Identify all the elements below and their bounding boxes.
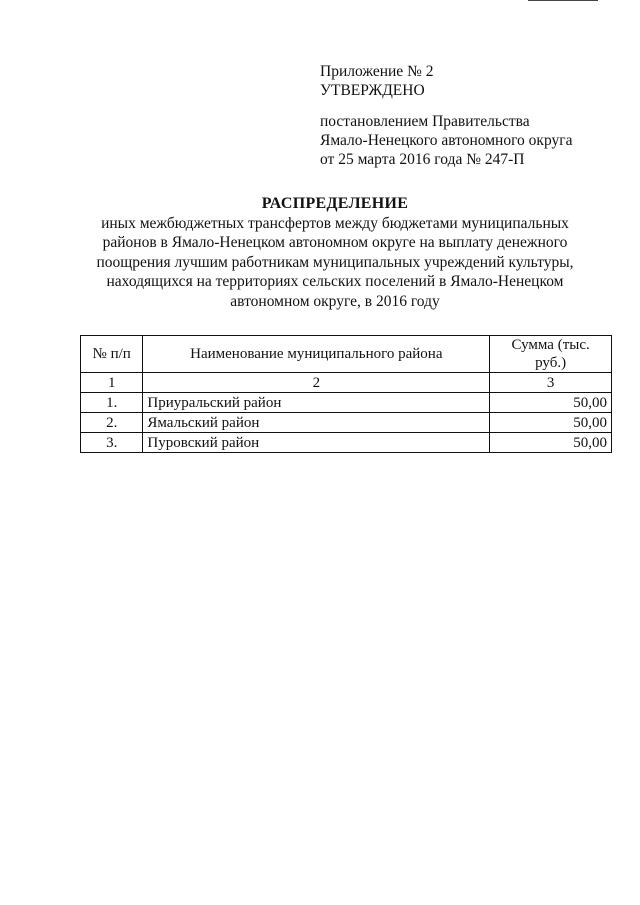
district-name: Ямальский район [143, 413, 490, 433]
district-sum: 50,00 [490, 413, 612, 433]
distribution-table [80, 335, 612, 453]
appendix-number: Приложение № 2 [320, 63, 434, 80]
row-number: 1. [81, 393, 143, 413]
title-line-5: автономном округе, в 2016 году [230, 292, 440, 310]
decree-line-2: Ямало-Ненецкого автономного округа [320, 132, 573, 149]
header-sum: Сумма (тыс. руб.) [490, 336, 612, 373]
table-row [81, 433, 612, 453]
table-row [81, 413, 612, 433]
district-name: Приуральский район [143, 393, 490, 413]
header-district-name: Наименование муниципального района [143, 336, 490, 373]
district-name: Пуровский район [143, 433, 490, 453]
scan-edge-mark [528, 0, 598, 1]
approved-label: УТВЕРЖДЕНО [320, 82, 425, 99]
column-number-2: 2 [143, 373, 490, 393]
district-sum: 50,00 [490, 433, 612, 453]
row-number: 3. [81, 433, 143, 453]
title-line-2: районов в Ямало-Ненецком автономном округе на выплату денежного [102, 234, 568, 252]
title-line-4: находящихся на территориях сельских поселений в Ямало-Ненецком [106, 273, 564, 291]
title-line-1: иных межбюджетных трансфертов между бюджетами муниципальных [101, 214, 569, 232]
decree-line-3: от 25 марта 2016 года № 247-П [320, 151, 525, 168]
table-header-row [81, 336, 612, 373]
title-heading: РАСПРЕДЕЛЕНИЕ [261, 195, 409, 212]
decree-line-1: постановлением Правительства [320, 113, 530, 130]
table-row [81, 393, 612, 413]
approval-block [320, 62, 620, 169]
header-number: № п/п [81, 336, 143, 373]
column-number-1: 1 [81, 373, 143, 393]
column-number-3: 3 [490, 373, 612, 393]
document-title [80, 194, 590, 312]
row-number: 2. [81, 413, 143, 433]
title-line-3: поощрения лучшим работникам муниципальных учреждений культуры, [96, 253, 574, 271]
column-number-row [81, 373, 612, 393]
district-sum: 50,00 [490, 393, 612, 413]
